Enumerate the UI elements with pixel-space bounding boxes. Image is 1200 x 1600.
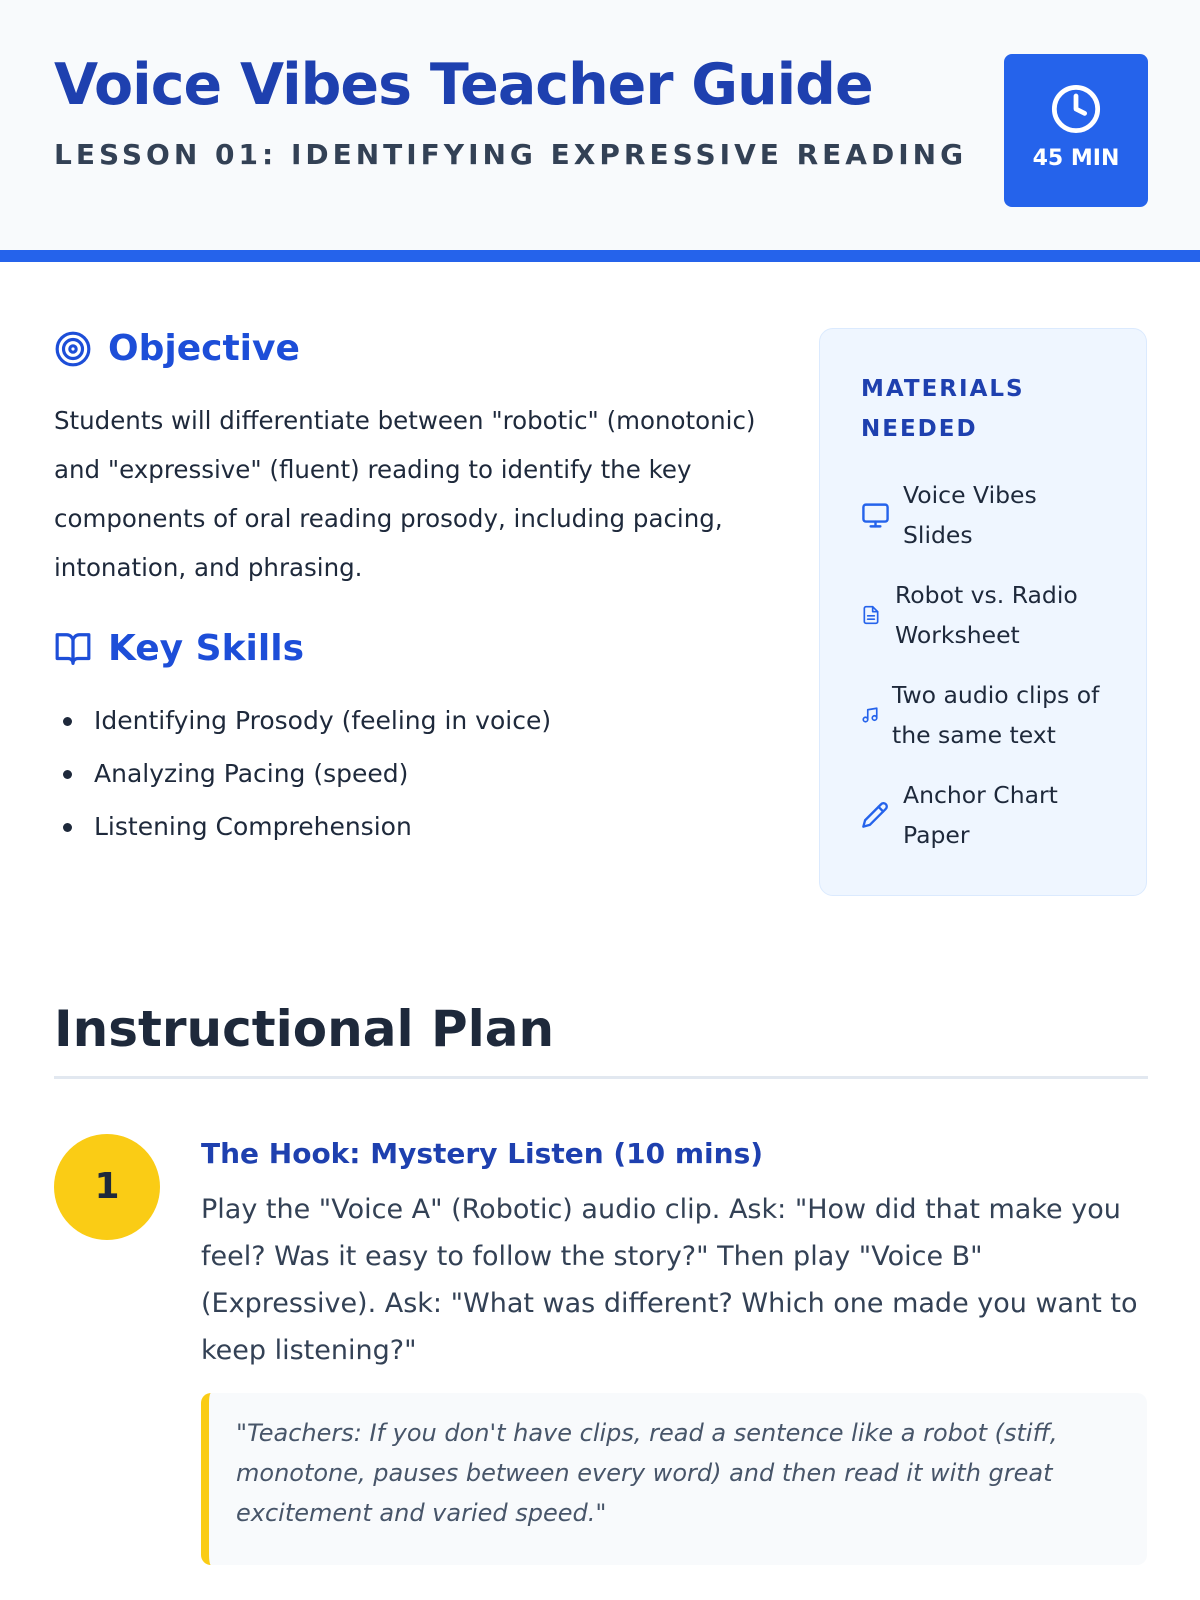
list-item: Analyzing Pacing (speed) — [54, 747, 754, 800]
key-skills-list — [54, 694, 754, 853]
key-skills-heading-text: Key Skills — [108, 628, 304, 669]
list-item: Identifying Prosody (feeling in voice) — [54, 694, 754, 747]
material-label: Robot vs. Radio Worksheet — [895, 581, 1078, 649]
step-title: The Hook: Mystery Listen (10 mins) — [201, 1137, 764, 1170]
objective-heading — [54, 328, 300, 369]
pencil-icon — [861, 801, 889, 829]
page-title: Voice Vibes Teacher Guide — [54, 52, 873, 118]
materials-heading: MATERIALS NEEDED — [861, 376, 1025, 442]
material-label: Two audio clips of the same text — [892, 681, 1100, 749]
duration-label: 45 MIN — [1032, 146, 1120, 171]
objective-text: Students will differentiate between "robotic" (monotonic) and "expressive" (fluent) reading to identify the key components of oral reading prosody, including pacing, intonation, and phrasing. — [54, 406, 756, 582]
list-item: Listening Comprehension — [54, 800, 754, 853]
duration-badge — [1004, 54, 1148, 207]
material-item — [861, 475, 1131, 555]
instructional-plan-heading: Instructional Plan — [54, 1000, 555, 1058]
section-divider — [54, 1076, 1148, 1079]
music-note-icon — [861, 706, 879, 724]
material-label: Anchor Chart Paper — [903, 781, 1058, 849]
objective-heading-text: Objective — [108, 328, 300, 369]
material-item — [861, 575, 1131, 655]
target-icon — [54, 330, 92, 368]
material-label: Voice Vibes Slides — [903, 481, 1037, 549]
step-number-badge: 1 — [54, 1134, 160, 1240]
header — [0, 0, 1200, 262]
document-icon — [861, 605, 881, 625]
material-item — [861, 775, 1131, 855]
clock-icon — [1050, 83, 1102, 135]
open-book-icon — [54, 630, 92, 668]
materials-panel — [819, 328, 1147, 896]
monitor-icon — [861, 501, 890, 530]
lesson-subtitle: LESSON 01: IDENTIFYING EXPRESSIVE READING — [54, 138, 968, 171]
teacher-note-text: "Teachers: If you don't have clips, read a sentence like a robot (stiff, monotone, pauses between every word) and then read it with great excitement and varied speed." — [236, 1419, 1058, 1527]
material-item — [861, 675, 1131, 755]
key-skills-heading — [54, 628, 304, 669]
teacher-note — [201, 1393, 1147, 1565]
step-description: Play the "Voice A" (Robotic) audio clip. Ask: "How did that make you feel? Was it easy to follow the story?" Then play "Voice B" (Expressive). Ask: "What was different? Which one made you want to keep listening?" — [201, 1194, 1138, 1366]
